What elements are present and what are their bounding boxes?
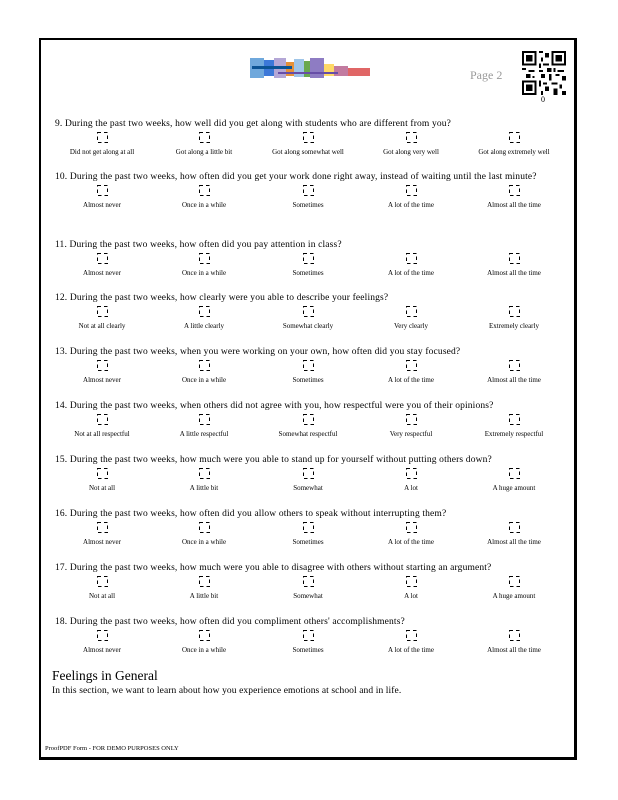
option-label: A lot [404,592,418,600]
option-label: A lot of the time [388,646,434,654]
question-number: 15. [55,455,68,465]
answer-option[interactable] [463,132,565,156]
checkbox-icon[interactable] [51,132,153,143]
checkbox-icon[interactable] [51,253,153,264]
answer-options [55,630,555,656]
answer-option[interactable] [257,360,359,384]
answer-option[interactable] [51,468,153,492]
question-number: 14. [55,401,68,411]
option-label: Almost all the time [487,269,541,277]
checkbox-icon[interactable] [51,576,153,587]
option-label: Did not get along at all [69,148,135,156]
question-number: 10. [55,172,68,182]
question-prompt: During the past two weeks, how often did you compliment others' accomplishments? [69,617,405,627]
answer-option[interactable] [360,414,462,438]
answer-option[interactable] [51,360,153,384]
option-label: Almost all the time [487,376,541,384]
checkbox-icon[interactable] [360,468,462,479]
question-11 [55,240,555,279]
checkbox-icon[interactable] [257,185,359,196]
checkbox-icon[interactable] [153,360,255,371]
checkbox-icon[interactable] [51,468,153,479]
question-prompt: During the past two weeks, how often did you allow others to speak without interrupting them? [69,509,447,519]
question-text [55,455,555,466]
checkbox-icon[interactable] [463,522,565,533]
checkbox-icon[interactable] [153,306,255,317]
answer-option[interactable] [360,576,462,600]
checkbox-icon[interactable] [257,630,359,641]
option-label: Got along extremely well [478,148,550,156]
answer-option[interactable] [257,253,359,277]
question-prompt: During the past two weeks, how much were you able to disagree with others without starting an argument? [69,563,492,573]
option-label: A little bit [189,484,219,492]
answer-option[interactable] [153,576,255,600]
question-prompt: During the past two weeks, how clearly were you able to describe your feelings? [69,293,389,303]
answer-options [55,468,555,494]
answer-options [55,185,555,211]
option-label: Not at all clearly [78,322,126,330]
checkbox-icon[interactable] [153,253,255,264]
option-label: Almost all the time [487,538,541,546]
checkbox-icon[interactable] [153,414,255,425]
question-prompt: During the past two weeks, when others did not agree with you, how respectful were you of their opinions? [69,401,494,411]
checkbox-icon[interactable] [257,414,359,425]
checkbox-icon[interactable] [360,576,462,587]
answer-option[interactable] [360,185,462,209]
answer-options [55,522,555,548]
answer-option[interactable] [257,132,359,156]
colorful-banner-logo [248,56,376,80]
option-label: Very respectful [389,430,433,438]
question-number: 13. [55,347,68,357]
option-label: Sometimes [292,376,324,384]
question-12 [55,293,555,332]
checkbox-icon[interactable] [257,576,359,587]
checkbox-icon[interactable] [360,132,462,143]
question-prompt: During the past two weeks, how often did you pay attention in class? [69,240,342,250]
option-label: Somewhat clearly [282,322,334,330]
checkbox-icon[interactable] [360,253,462,264]
checkbox-icon[interactable] [51,522,153,533]
checkbox-icon[interactable] [153,630,255,641]
answer-option[interactable] [153,306,255,330]
answer-option[interactable] [360,468,462,492]
checkbox-icon[interactable] [463,576,565,587]
checkbox-icon[interactable] [463,306,565,317]
question-prompt: During the past two weeks, how well did you get along with students who are different from you? [64,119,452,129]
answer-option[interactable] [51,185,153,209]
answer-options [55,132,555,158]
question-10 [55,172,555,211]
option-label: Sometimes [292,646,324,654]
answer-option[interactable] [360,253,462,277]
checkbox-icon[interactable] [463,185,565,196]
checkbox-icon[interactable] [257,132,359,143]
option-label: Extremely clearly [489,322,539,330]
answer-option[interactable] [463,360,565,384]
question-number: 18. [55,617,68,627]
answer-option[interactable] [463,306,565,330]
question-text [55,293,555,304]
question-text [55,347,555,358]
answer-option[interactable] [51,630,153,654]
answer-options [55,576,555,602]
question-16 [55,509,555,548]
question-number: 16. [55,509,68,519]
answer-options [55,414,555,440]
answer-option[interactable] [463,630,565,654]
option-label: Somewhat [293,592,323,600]
answer-option[interactable] [153,468,255,492]
question-prompt: During the past two weeks, how often did you get your work done right away, instead of waiting until the last minute? [69,172,537,182]
checkbox-icon[interactable] [51,414,153,425]
checkbox-icon[interactable] [463,132,565,143]
answer-option[interactable] [257,306,359,330]
answer-option[interactable] [463,253,565,277]
answer-option[interactable] [360,522,462,546]
answer-option[interactable] [463,468,565,492]
checkbox-icon[interactable] [257,360,359,371]
question-number: 12. [55,293,68,303]
answer-option[interactable] [257,576,359,600]
checkbox-icon[interactable] [360,630,462,641]
answer-option[interactable] [153,630,255,654]
question-13 [55,347,555,386]
checkbox-icon[interactable] [360,522,462,533]
option-label: Once in a while [181,376,227,384]
checkbox-icon[interactable] [463,630,565,641]
option-label: Almost never [83,538,121,546]
option-label: Sometimes [292,201,324,209]
answer-option[interactable] [257,468,359,492]
answer-option[interactable] [463,185,565,209]
question-text [55,401,555,412]
question-number: 9. [55,119,63,129]
option-label: Extremely respectful [484,430,544,438]
answer-options [55,253,555,279]
answer-option[interactable] [153,360,255,384]
checkbox-icon[interactable] [257,522,359,533]
option-label: Almost never [83,201,121,209]
page-number: Page 2 [470,68,503,82]
option-label: Got along somewhat well [272,148,344,156]
option-label: Somewhat respectful [278,430,338,438]
answer-option[interactable] [153,132,255,156]
option-label: Once in a while [181,269,227,277]
checkbox-icon[interactable] [153,576,255,587]
checkbox-icon[interactable] [153,522,255,533]
option-label: A huge amount [492,592,536,600]
answer-option[interactable] [463,414,565,438]
option-label: A lot of the time [388,376,434,384]
option-label: A huge amount [492,484,536,492]
section-intro: In this section, we want to learn about how you experience emotions at school and in life. [52,686,402,696]
checkbox-icon[interactable] [153,185,255,196]
question-15 [55,455,555,494]
answer-option[interactable] [257,414,359,438]
answer-options [55,306,555,332]
option-label: Almost all the time [487,201,541,209]
option-label: Not at all [88,592,116,600]
checkbox-icon[interactable] [463,468,565,479]
option-label: A little respectful [179,430,229,438]
option-label: Sometimes [292,538,324,546]
answer-option[interactable] [153,185,255,209]
checkbox-icon[interactable] [463,360,565,371]
answer-option[interactable] [257,522,359,546]
checkbox-icon[interactable] [257,468,359,479]
checkbox-icon[interactable] [360,414,462,425]
option-label: Somewhat [293,484,323,492]
answer-option[interactable] [360,132,462,156]
question-number: 17. [55,563,68,573]
question-prompt: During the past two weeks, when you were working on your own, how often did you stay focused? [69,347,461,357]
demo-footer: ProofPDF Form - FOR DEMO PURPOSES ONLY [45,745,179,752]
checkbox-icon[interactable] [257,253,359,264]
option-label: Once in a while [181,538,227,546]
option-label: Once in a while [181,201,227,209]
qr-caption: 0 [541,95,545,104]
option-label: A lot of the time [388,538,434,546]
answer-option[interactable] [51,414,153,438]
checkbox-icon[interactable] [153,132,255,143]
checkbox-icon[interactable] [360,185,462,196]
checkbox-icon[interactable] [360,306,462,317]
option-label: A lot of the time [388,269,434,277]
answer-options [55,360,555,386]
option-label: Sometimes [292,269,324,277]
checkbox-icon[interactable] [360,360,462,371]
answer-option[interactable] [360,630,462,654]
option-label: Almost never [83,646,121,654]
answer-option[interactable] [257,185,359,209]
question-text [55,563,555,574]
option-label: Almost never [83,376,121,384]
question-9 [55,119,555,158]
checkbox-icon[interactable] [257,306,359,317]
option-label: Almost never [83,269,121,277]
answer-option[interactable] [51,253,153,277]
checkbox-icon[interactable] [463,253,565,264]
option-label: Almost all the time [487,646,541,654]
checkbox-icon[interactable] [153,468,255,479]
question-prompt: During the past two weeks, how much were you able to stand up for yourself without putting others down? [69,455,492,465]
answer-option[interactable] [153,253,255,277]
answer-option[interactable] [51,576,153,600]
question-text [55,172,555,183]
answer-option[interactable] [153,522,255,546]
answer-option[interactable] [51,306,153,330]
answer-option[interactable] [360,306,462,330]
answer-option[interactable] [360,360,462,384]
question-14 [55,401,555,440]
option-label: A lot [404,484,418,492]
question-18 [55,617,555,656]
answer-option[interactable] [153,414,255,438]
question-text [55,240,555,251]
answer-option[interactable] [463,522,565,546]
option-label: A little clearly [183,322,225,330]
checkbox-icon[interactable] [51,306,153,317]
answer-option[interactable] [51,132,153,156]
option-label: A little bit [189,592,219,600]
option-label: Got along a little bit [175,148,233,156]
answer-option[interactable] [257,630,359,654]
option-label: Once in a while [181,646,227,654]
answer-option[interactable] [51,522,153,546]
option-label: Not at all respectful [74,430,130,438]
option-label: Very clearly [393,322,428,330]
question-text [55,119,555,130]
option-label: Got along very well [383,148,439,156]
question-text [55,509,555,520]
checkbox-icon[interactable] [51,360,153,371]
section-title: Feelings in General [52,668,158,683]
question-text [55,617,555,628]
checkbox-icon[interactable] [51,630,153,641]
option-label: A lot of the time [388,201,434,209]
question-17 [55,563,555,602]
question-number: 11. [55,240,67,250]
checkbox-icon[interactable] [463,414,565,425]
answer-option[interactable] [463,576,565,600]
option-label: Not at all [88,484,116,492]
qr-code-icon [522,51,566,95]
checkbox-icon[interactable] [51,185,153,196]
